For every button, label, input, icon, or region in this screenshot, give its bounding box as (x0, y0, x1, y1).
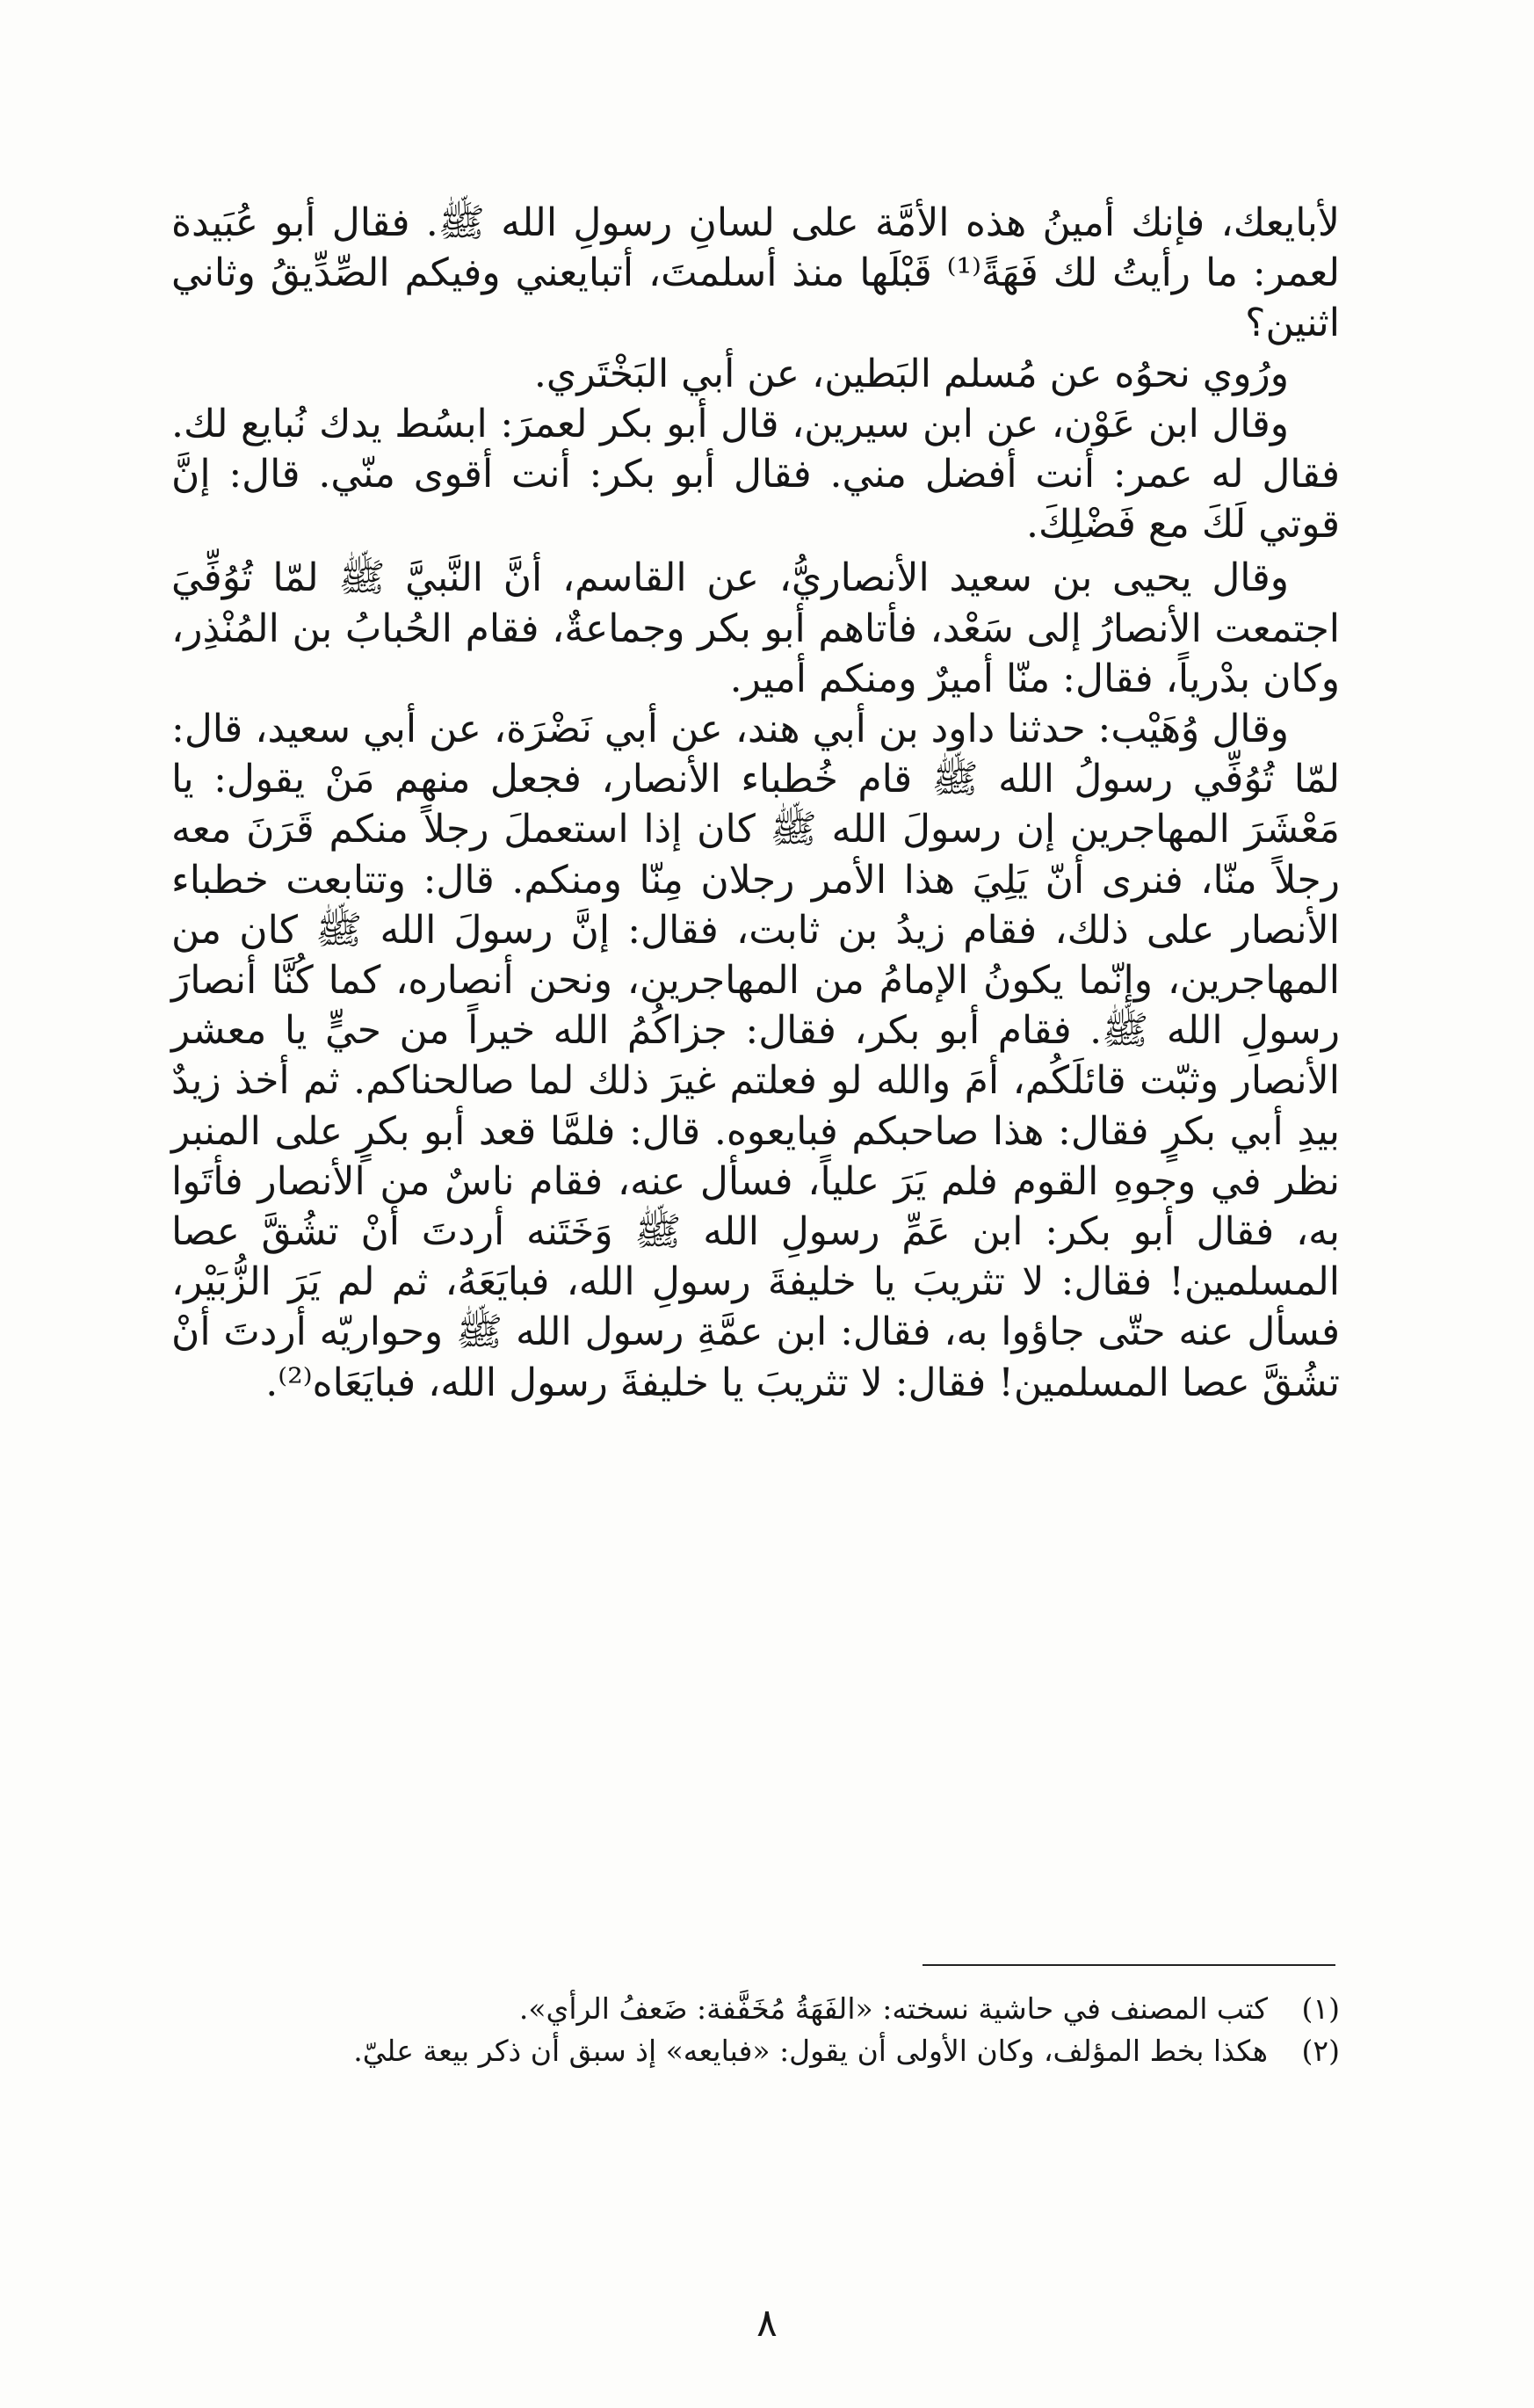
footnote-2 (171, 2030, 1340, 2072)
footnote-text: كتب المصنف في حاشية نسخته: «الفَهَةُ مُخَفَّفة: ضَعفُ الرأي». (518, 1991, 1268, 2026)
paragraph-5: وقال وُهَيْب: حدثنا داود بن أبي هند، عن أبي نَضْرَة، عن أبي سعيد، قال: لمّا تُوُفِّي رسولُ الله ﷺ قام خُطباء الأنصار، فجعل منهم مَنْ يقول: يا مَعْشَرَ المهاجرين إن رسولَ الله ﷺ كان إذا استعملَ رجلاً منكم قَرَنَ معه رجلاً منّا، فنرى أنّ يَلِيَ هذا الأمر رجلان مِنّا ومنكم. قال: وتتابعت خطباء الأنصار على ذلك، فقام زيدُ بن ثابت، فقال: إنَّ رسولَ الله ﷺ كان من المهاجرين، وإنّما يكونُ الإمامُ من المهاجرين، ونحن أنصاره، كما كُنَّا أنصارَ رسولِ الله ﷺ. فقام أبو بكر، فقال: جزاكُمُ الله خيراً من حيٍّ يا معشر الأنصار وثبّت قائلَكُم، أمَ والله لو فعلتم غيرَ ذلك لما صالحناكم. ثم أخذ زيدٌ بيدِ أبي بكرٍ فقال: هذا صاحبكم فبايعوه. قال: فلمَّا قعد أبو بكرٍ على المنبر نظر في وجوهِ القوم فلم يَرَ علياً، فسأل عنه، فقام ناسٌ من الأنصار فأتَوا به، فقال أبو بكر: ابن عَمِّ رسولِ الله ﷺ وَخَتَنه أردتَ أنْ تشُقَّ عصا المسلمين! فقال: لا تثريبَ يا خليفةَ رسولِ الله، فبايَعَهُ، ثم لم يَرَ الزُّبَيْر، فسأل عنه حتّى جاؤوا به، فقال: ابن عمَّةِ رسول الله ﷺ وحواريّه أردتَ أنْ تشُقَّ عصا المسلمين! فقال: لا تثريبَ يا خليفةَ رسول الله، فبايَعَاه⁽²⁾. (171, 707, 1341, 1405)
main-text (171, 198, 1340, 1408)
paragraph-1: لأبايعك، فإنك أمينُ هذه الأمَّة على لسانِ رسولِ الله ﷺ. فقال أبو عُبَيدة لعمر: ما رأيتُ لك فَهَةً⁽¹⁾ قَبْلَها منذ أسلمتَ، أتبايعني وفيكم الصِّدِّيقُ وثاني اثنين؟ (171, 200, 1340, 346)
paragraph-2: ورُوي نحوُه عن مُسلم البَطين، عن أبي البَخْتَري. (533, 351, 1289, 396)
footnote-text: هكذا بخط المؤلف، وكان الأولى أن يقول: «فبايعه» إذ سبق أن ذكر بيعة عليّ. (353, 2034, 1268, 2068)
footnote-number: (٢) (1301, 2034, 1340, 2068)
footnote-divider (923, 1964, 1335, 1966)
footnotes (171, 1988, 1340, 2072)
footnote-number: (١) (1301, 1991, 1340, 2026)
footnote-1 (171, 1988, 1340, 2030)
page-number: ٨ (756, 2301, 778, 2346)
paragraph-4: وقال يحيى بن سعيد الأنصاريُّ، عن القاسم، أنَّ النَّبيَّ ﷺ لمّا تُوُفِّيَ اجتمعت الأنصارُ إلى سَعْد، فأتاهم أبو بكر وجماعةٌ، فقام الحُبابُ بن المُنْذِر، وكان بدْرياً، فقال: منّا أميرٌ ومنكم أمير. (171, 555, 1340, 701)
paragraph-3: وقال ابن عَوْن، عن ابن سيرين، قال أبو بكر لعمرَ: ابسُط يدك نُبايع لك. فقال له عمر: أنت أفضل مني. فقال أبو بكر: أنت أقوى منّي. قال: إنَّ قوتي لَكَ مع فَضْلِكَ. (171, 401, 1340, 548)
